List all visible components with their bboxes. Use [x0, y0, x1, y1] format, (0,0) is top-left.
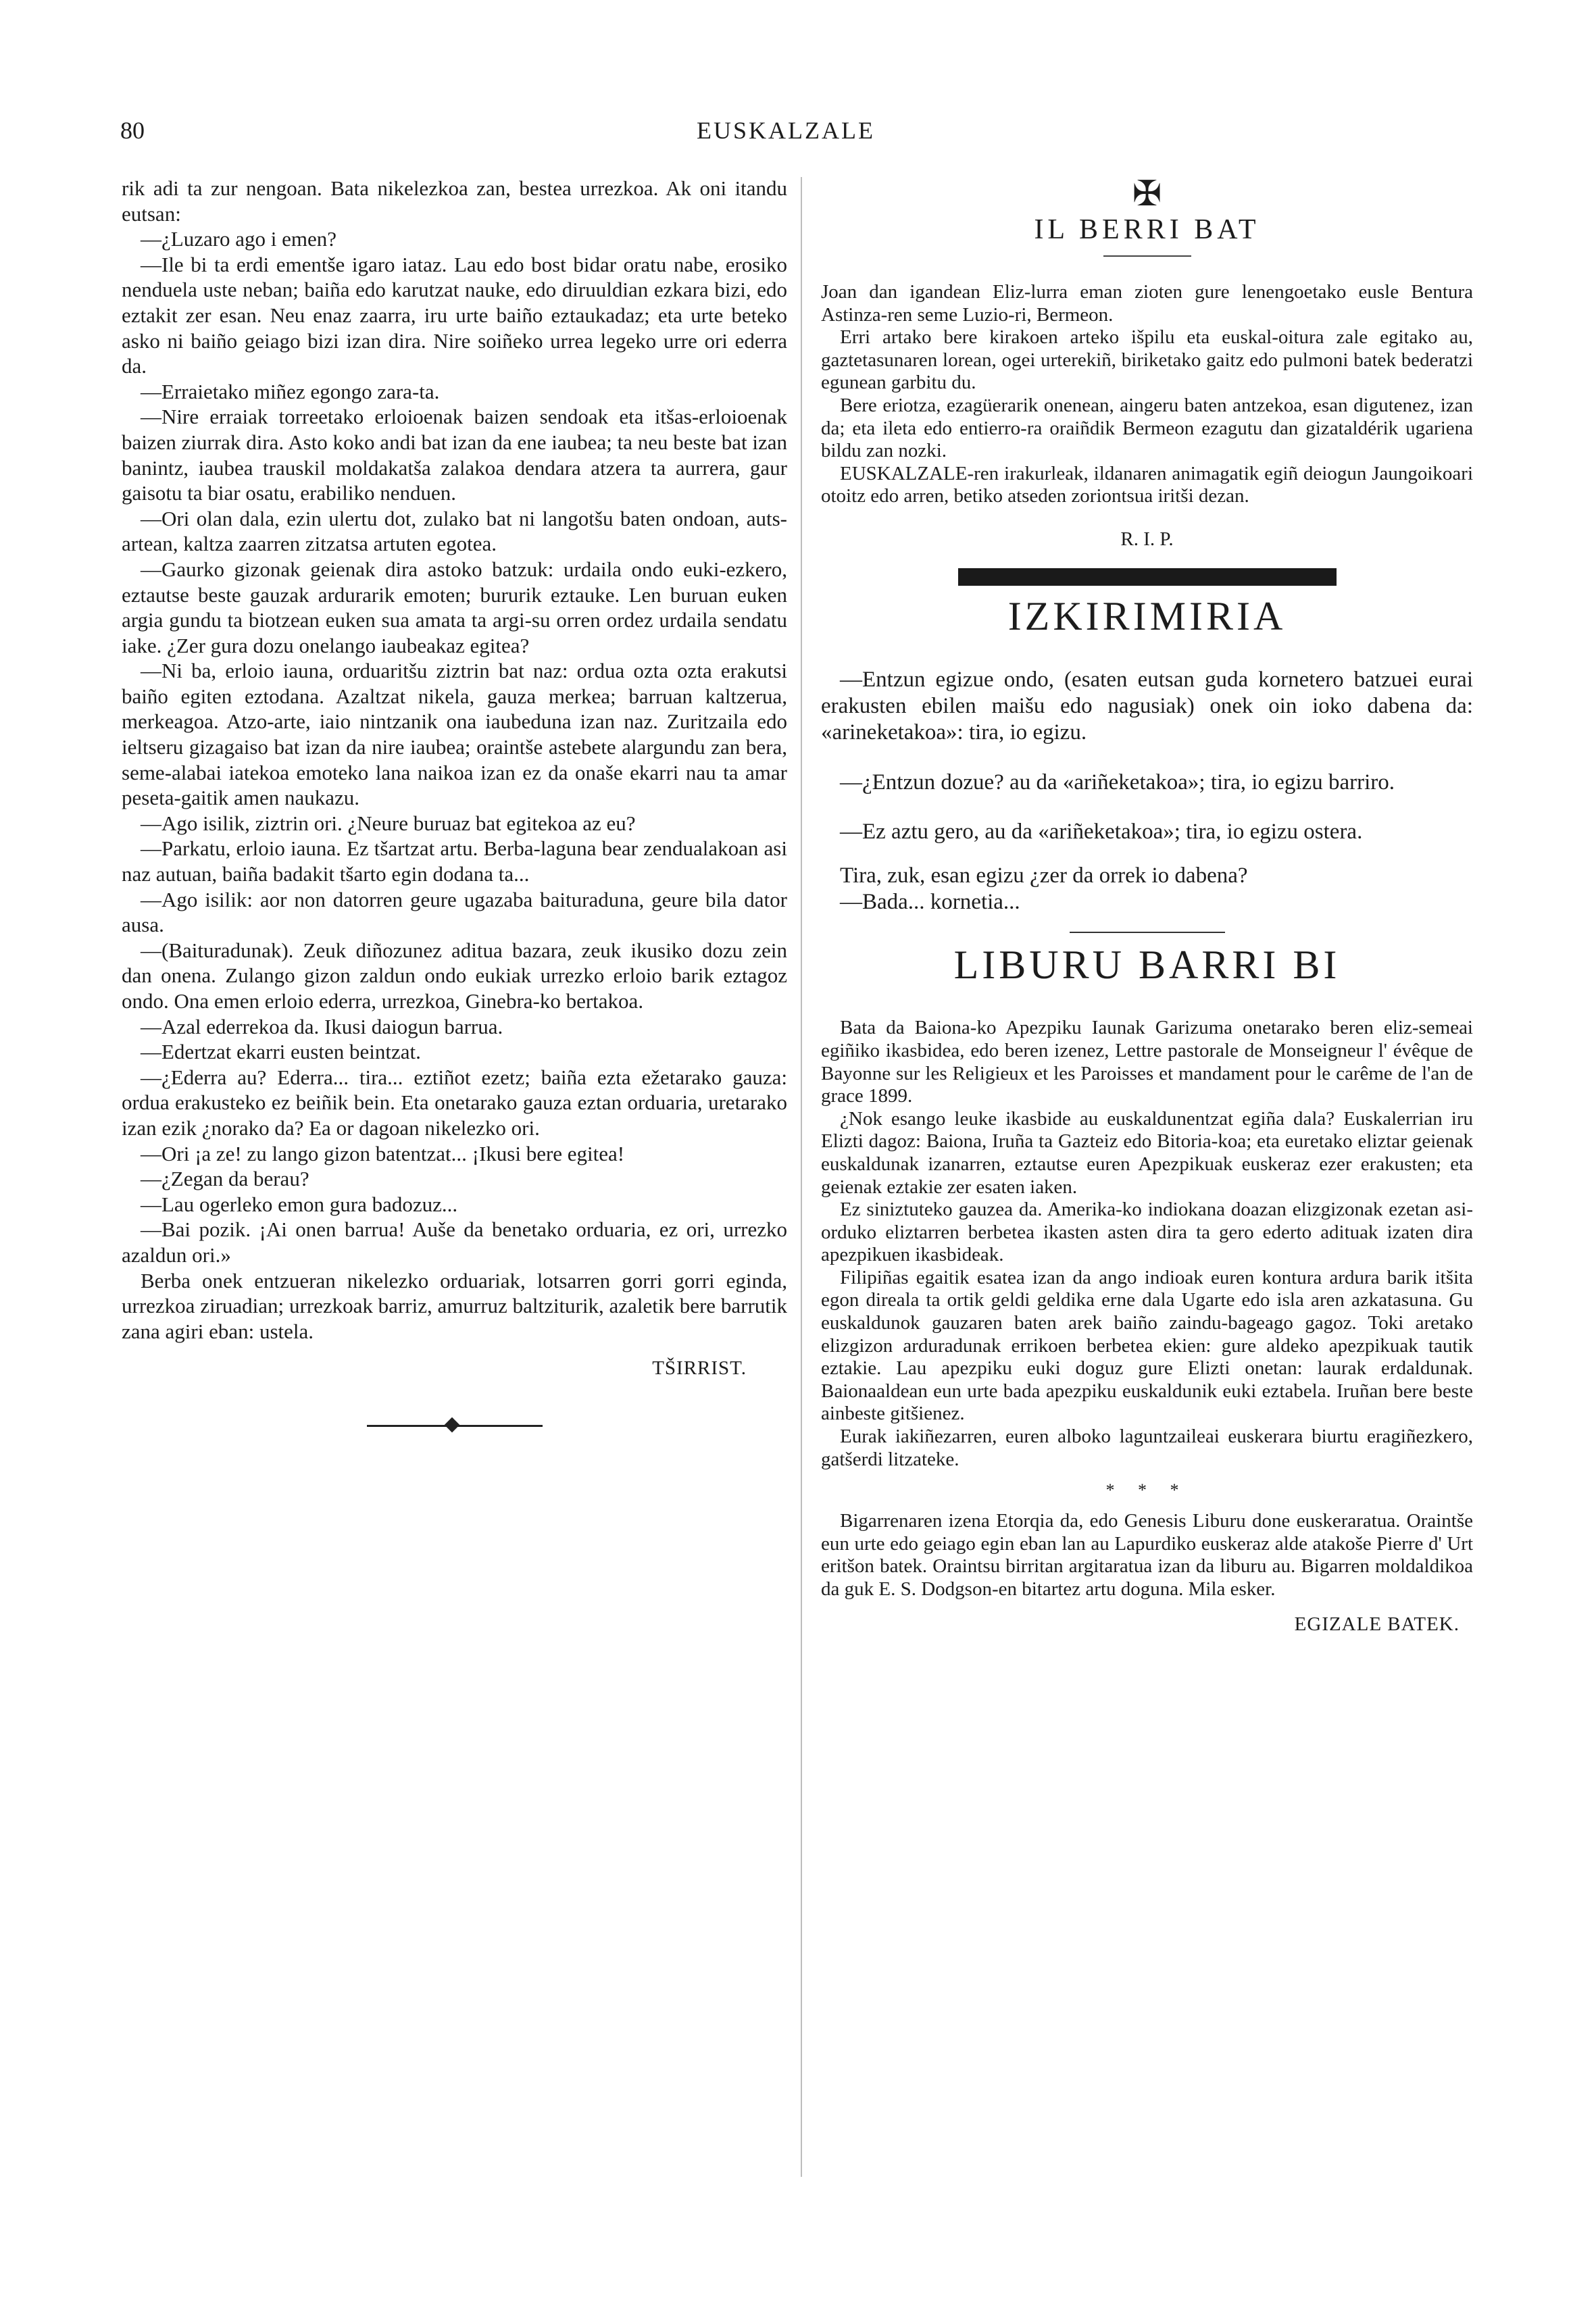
decorative-banner [958, 568, 1337, 586]
paragraph: —Azal ederrekoa da. Ikusi daiogun barrua. [141, 1014, 503, 1038]
paragraph: —Ni ba, erloio iauna, orduaritšu ziztrin bat naz: ordua ozta ozta erakutsi baiño egiten eztodana. Azaltzat nikela, gauza merkea; barruan kaltzerua, merkeagoa. Atzo-arte, iaio nintzanik ona iaubeduna izan naz. Zuritzaila edo ieltseru gizagaiso bat izan da nire iaubea; oraintše astebete alargundu zan bera, seme-alabai iatekoa emoteko lana naikoa izan ez da onaše ekarri nau ta amar peseta-gaitik amen naukazu. [122, 659, 787, 810]
paragraph: —¿Entzun dozue? au da «ariñeketakoa»; tira, io egizu barriro. [840, 770, 1395, 795]
paragraph: —Erraietako miñez egongo zara-ta. [141, 379, 440, 403]
cross-icon: ✠ [1132, 175, 1162, 213]
signature: TŠIRRIST. [652, 1357, 747, 1380]
paragraph: —Ago isilik, ziztrin ori. ¿Neure buruaz bat egitekoa az eu? [141, 811, 636, 835]
paragraph: —Lau ogerleko emon gura badozuz... [141, 1192, 458, 1216]
title-rule [1103, 255, 1191, 257]
paragraph: —Bada... kornetia... [840, 890, 1020, 915]
paragraph: —¿Zegan da berau? [141, 1167, 309, 1191]
page-number: 80 [120, 117, 145, 144]
paragraph: —Nire erraiak torreetako erloioenak baizen sendoak eta itšas-erloioenak baizen ziurrak dira. Asto koko andi bat izan da ene iaubea; ta neu beste bat izan banintz, iaubea trauskil moldakatša zalakoa dendara atzera ta aurrera, gaur gaisotu ta biar osatu, erabiliko nenduen. [122, 405, 787, 505]
paragraph: —Bai pozik. ¡Ai onen barrua! Auše da benetako orduaria, ez ori, urrezko azaldun ori.» [122, 1217, 787, 1267]
section-rule [1070, 932, 1225, 933]
paragraph: rik adi ta zur nengoan. Bata nikelezkoa zan, bestea urrezkoa. Ak oni itandu eutsan: [122, 176, 787, 226]
liburu-title: LIBURU BARRI BI [953, 942, 1341, 988]
paragraph: Bigarrenaren izena Etorqia da, edo Genesis Liburu done euskeraratua. Oraintše eun urte edo geiago egin eban lan au Lapurdiko euskeraz alde atakoše Pierre d' Urt eritšon batek. Oraintsu birritan argitaratua izan da liburu au. Bigarren moldaldikoa da guk E. S. Dodgson-en bitartez artu doguna. Mila esker. [821, 1510, 1473, 1601]
paragraph: —Edertzat ekarri eusten beintzat. [141, 1040, 421, 1064]
paragraph: Berba onek entzueran nikelezko orduariak, lotsarren gorri gorri eginda, urrezkoa ziruadian; urrezkoak barriz, amurruz baltziturik, azaletik bere barrutik zana agiri eban: ustela. [122, 1268, 787, 1343]
izkirimiria-title: IZKIRIMIRIA [1007, 593, 1287, 638]
stars-divider: * * * [1105, 1480, 1189, 1501]
left-column [122, 176, 787, 1432]
paragraph: Joan dan igandean Eliz-lurra eman zioten gure lenengoetako eusle Bentura Astinza-ren seme Luzio-ri, Bermeon. [821, 281, 1473, 326]
signature: EGIZALE BATEK. [1294, 1613, 1460, 1635]
paragraph: Bere eriotza, ezagüerarik onenean, aingeru baten antzekoa, esan digutenez, izan da; eta ileta edo entierro-ra oraiñdik Bermeon ezagutu dan gizataldérik ugariena bildu zan nozki. [821, 394, 1473, 462]
paragraph: ¿Nok esango leuke ikasbide au euskaldunentzat egiña dala? Euskalerrian iru Elizti dagoz: Baiona, Iruña ta Gazteiz edo Bitoria-koa; eta euretako eliztar geienak euskaldunak izanarren, eztautse euren Apezpikuak euskeraz ezer erakusten; eta geienak eztakie zer esaten iaken. [821, 1107, 1473, 1198]
paragraph: —Gaurko gizonak geienak dira astoko batzuk: urdaila ondo euki-ezkero, eztautse beste gauzak ardurarik emoten; bururik eztauke. Len buruan euken argia gundu ta biotzean euken sua amata ta argi-su orren ordez urdaila sendatu iake. ¿Zer gura dozu onelango iaubeakaz egitea? [122, 557, 787, 657]
rip-closing: R. I. P. [1120, 528, 1174, 550]
column-divider [801, 177, 802, 2177]
paragraph: —Ez aztu gero, au da «ariñeketakoa»; tira, io egizu ostera. [840, 819, 1363, 844]
paragraph: —Parkatu, erloio iauna. Ez tšartzat artu. Berba-laguna bear zendualakoan asi naz autuan, baiña badakit tšarto egin dodana ta... [122, 836, 787, 886]
paragraph: —(Baituradunak). Zeuk diñozunez aditua bazara, zeuk ikusiko dozu zein dan onena. Zulango gizon zaldun ondo eukiak urrezko erloio barik eztagoz ondo. Ona emen erloio ederra, urrezkoa, Ginebra-ko bertakoa. [122, 938, 787, 1013]
paragraph: Erri artako bere kirakoen arteko išpilu eta euskal-oitura zale egitako au, gaztetasunaren lorean, ogei urterekiñ, biriketako gaitz edo pulmoni batek bederatzi egunean garbitu du. [821, 326, 1473, 394]
paragraph: Ez siniztuteko gauzea da. Amerika-ko indiokana doazan elizgizonak ezetan asi-orduko eliztarren berbetea ikasten asten dira ta gero ederto adituak izaten dira apezpikuen ikasbideak. [821, 1199, 1473, 1266]
right-column [821, 176, 1473, 1636]
paragraph: Tira, zuk, esan egizu ¿zer da orrek io dabena? [840, 863, 1248, 888]
ornament-divider [367, 1419, 543, 1432]
paragraph: —Ile bi ta erdi ementše igaro iataz. Lau edo bost bidar oratu nabe, erosiko nenduela uste neban; baiña edo karutzat nauke, edo diruuldian ezkara bizi, edo eztakit zer esan. Neu enaz zaarra, iru urte baiño eztaukadaz; eta urte beteko asko ni baiño geiago bizi izan dira. Nire soiñeko urrea legeko urre ori ederra da. [122, 252, 787, 378]
paragraph: —Ago isilik: aor non datorren geure ugazaba baituraduna, geure bila dator ausa. [122, 887, 787, 937]
paragraph: Bata da Baiona-ko Apezpiku Iaunak Garizuma onetarako beren eliz-semeai egiñiko ikasbidea, edo beren izenez, Lettre pastorale de Monseigneur l' évêque de Bayonne sur les Religieux et les Paroisses et mandament pour le carême de l'an de grace 1899. [821, 1017, 1473, 1107]
paragraph: —¿Ederra au? Ederra... tira... eztiñot ezetz; baiña ezta ežetarako gauza: ordua erakusteko ez beiñik bein. Eta onetarako gauza eztan orduaria, uretarako izan ezik ¿norako da? Ea or dagoan nikelezko ori. [122, 1065, 787, 1140]
obituary-title: IL BERRI BAT [1034, 214, 1260, 245]
paragraph: —Entzun egizue ondo, (esaten eutsan guda kornetero batzuei eurai erakusten ebilen maišu edo nagusiak) onek oin ioko dabena da: «arineketakoa»: tira, io egizu. [821, 667, 1473, 745]
paragraph: —¿Luzaro ago i emen? [141, 227, 337, 251]
paragraph: EUSKALZALE-ren irakurleak, ildanaren animagatik egiñ deiogun Jaungoikoari otoitz edo arren, betiko atseden zoriontsua iritši dezan. [821, 462, 1473, 507]
paragraph: —Ori ¡a ze! zu lango gizon batentzat... ¡Ikusi bere egitea! [141, 1141, 625, 1165]
paragraph: Filipiñas egaitik esatea izan da ango indioak euren kontura ardura barik itšita egon direala ta ortik geldi geldika erne dala Ugarte edo isla aren azkatasuna. Gu euskaldunok gauzaren baten arek baiño zaindu-bageago gagoz. Toki aretako elizgizon arduradunak errikoen berbetea ekien: gure aldeko apezpikuak tautik eztakie. Lau apezpiku euki doguz gure Elizti onetan: laurak erdaldunak. Baionaaldean eun urte bada apezpiku euskaldunik euki eztabela. Iruñan bere beste ainbeste gitšienez. [821, 1266, 1473, 1425]
paragraph: Eurak iakiñezarren, euren alboko laguntzaileai euskerara biurtu eragiñezkero, gatšerdi litzateke. [821, 1426, 1473, 1470]
journal-title: EUSKALZALE [697, 117, 875, 144]
paragraph: —Ori olan dala, ezin ulertu dot, zulako bat ni langotšu baten ondoan, auts-artean, kaltza zaarren zitzatsa artuten egotea. [122, 506, 787, 556]
